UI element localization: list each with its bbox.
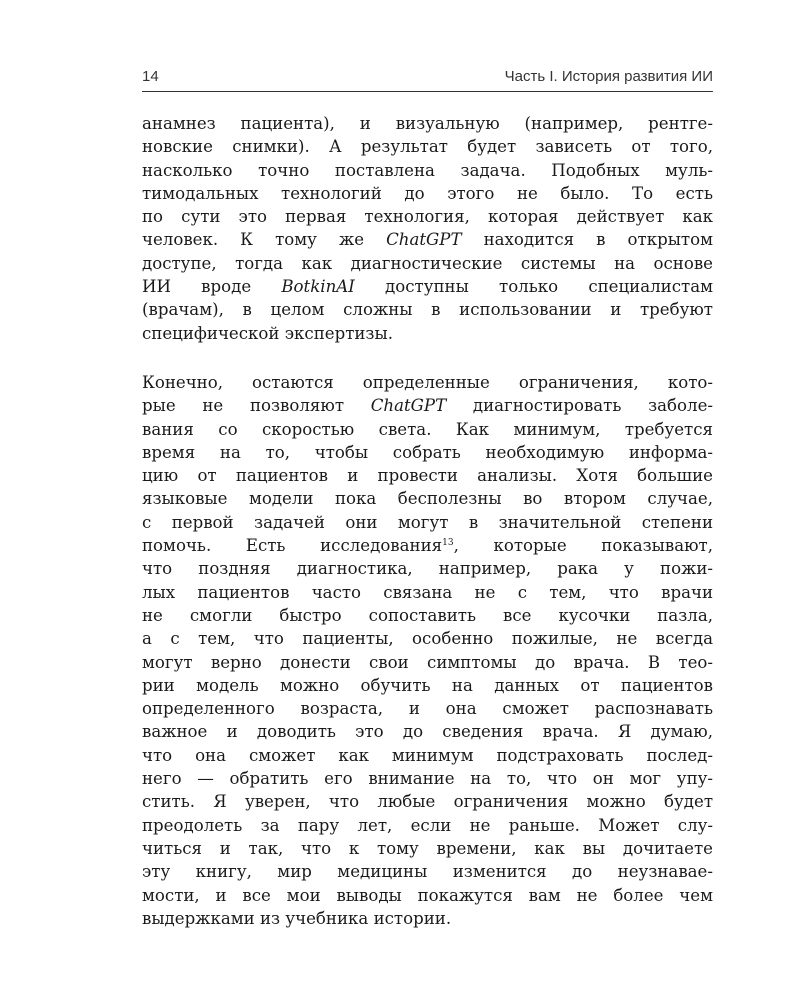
- page-number: 14: [142, 68, 159, 85]
- text-line: не смогли быстро сопоставить все кусочки пазла,: [142, 605, 713, 625]
- italic-term: ChatGPT: [386, 230, 462, 250]
- text-segment: находится в открытом: [461, 230, 713, 250]
- text-line: насколько точно поставлена задача. Подобных муль-: [142, 160, 713, 180]
- paragraph-gap: [142, 345, 713, 371]
- text-line: цию от пациентов и провести анализы. Хотя большие: [142, 466, 713, 486]
- footnote-reference: 13: [442, 538, 454, 549]
- text-line: а с тем, что пациенты, особенно пожилые, не всегда: [142, 629, 713, 649]
- text-line: [142, 394, 713, 417]
- paragraph-2: [142, 371, 713, 930]
- text-segment: человек. К тому же: [142, 230, 387, 250]
- text-line: языковые модели пока бесполезны во втором случае,: [142, 489, 713, 509]
- body-text: [142, 112, 713, 930]
- text-line: время на то, чтобы собрать необходимую информа-: [142, 442, 713, 462]
- text-line: (врачам), в целом сложны в использовании и требуют: [142, 300, 713, 320]
- text-line: тимодальных технологий до этого не было. То есть: [142, 183, 713, 203]
- text-line: доступе, тогда как диагностические системы на основе: [142, 253, 713, 273]
- text-segment: ИИ вроде: [142, 277, 282, 297]
- text-line: определенного возраста, и она сможет распознавать: [142, 699, 713, 719]
- text-line: Конечно, остаются определенные ограничения, кото-: [142, 372, 713, 392]
- text-line: вания со скоростью света. Как минимум, требуется: [142, 419, 713, 439]
- text-segment: рые не позволяют: [142, 396, 371, 416]
- text-segment: помочь. Есть исследования: [142, 536, 443, 556]
- text-line: читься и так, что к тому времени, как вы дочитаете: [142, 838, 713, 858]
- text-line: что поздняя диагностика, например, рака у пожи-: [142, 559, 713, 579]
- text-line: с первой задачей они могут в значительной степени: [142, 512, 713, 532]
- text-line: мости, и все мои выводы покажутся вам не более чем: [142, 885, 713, 905]
- text-line: [142, 228, 713, 251]
- page-header: [142, 63, 713, 92]
- text-line: эту книгу, мир медицины изменится до неузнавае-: [142, 862, 713, 882]
- text-line: лых пациентов часто связана не с тем, что врачи: [142, 582, 713, 602]
- text-line: выдержками из учебника истории.: [142, 908, 452, 928]
- text-line: рии модель можно обучить на данных от пациентов: [142, 675, 713, 695]
- text-line: по сути это первая технология, которая действует как: [142, 207, 713, 227]
- text-line: него — обратить его внимание на то, что он мог упу-: [142, 769, 713, 789]
- text-line: стить. Я уверен, что любые ограничения можно будет: [142, 792, 713, 812]
- italic-term: ChatGPT: [370, 396, 447, 416]
- text-line: преодолеть за пару лет, если не раньше. Может слу-: [142, 815, 713, 835]
- text-line: анамнез пациента), и визуальную (например, рентге-: [142, 114, 713, 133]
- text-line: могут верно донести свои симптомы до врача. В тео-: [142, 652, 713, 672]
- text-line: важное и доводить это до сведения врача. Я думаю,: [142, 722, 713, 742]
- text-segment: доступны только специалистам: [354, 277, 713, 297]
- text-line: специфической экспертизы.: [142, 323, 393, 343]
- text-line: новские снимки). А результат будет зависеть от того,: [142, 137, 713, 157]
- running-title: Часть I. История развития ИИ: [504, 68, 713, 85]
- text-line: [142, 275, 713, 298]
- text-line: [142, 534, 713, 557]
- text-segment: , которые показывают,: [453, 536, 713, 556]
- text-line: что она сможет как минимум подстраховать послед-: [142, 745, 713, 765]
- italic-term: BotkinAI: [281, 277, 355, 297]
- paragraph-1: [142, 112, 713, 345]
- text-segment: диагностировать заболе-: [446, 396, 713, 416]
